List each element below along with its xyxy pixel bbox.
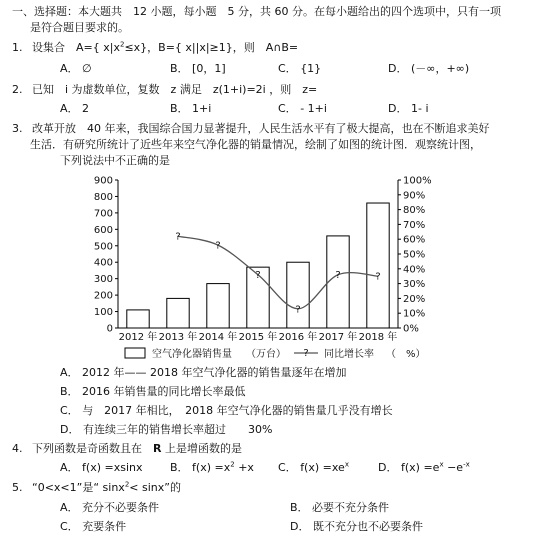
right-axis-tick-label: 0% — [403, 323, 419, 335]
question-3-stem-line1: 3. 改革开放 40 年来，我国综合国力显著提升，人民生活水平有了极大提高，也在不断追求美好 — [12, 122, 490, 135]
bar-5 — [327, 236, 349, 328]
x-tick-label: 2015 年 — [238, 332, 278, 343]
left-axis-tick-label: 200 — [93, 290, 113, 302]
bar-0 — [127, 310, 149, 328]
question-2-option-b[interactable]: B． 1+i — [170, 102, 212, 115]
x-tick-label: 2014 年 — [198, 332, 238, 343]
right-axis-tick-label: 80% — [403, 205, 426, 217]
right-axis-tick-label: 10% — [403, 308, 426, 320]
left-axis-tick-label: 600 — [93, 224, 113, 236]
question-2-option-a[interactable]: A． 2 — [60, 102, 90, 115]
right-axis-tick-label: 30% — [403, 279, 426, 291]
legend-line-unit: （ %） — [386, 349, 426, 360]
chart-growth-line — [175, 232, 380, 316]
question-5-stem: 5. “0<x<1”是“ sinx$^2$< sinx”的 — [12, 480, 181, 494]
chart-legend — [125, 347, 426, 360]
question-4-option-c[interactable]: C． $f(x) =xe^x$ — [278, 460, 349, 474]
x-tick-label: 2013 年 — [158, 332, 198, 343]
question-2-stem: 2. 已知 i 为虚数单位，复数 z 满足 z(1+i)=2i ，则 z= — [12, 83, 318, 96]
x-tick-label: 2018 年 — [358, 332, 398, 343]
question-3-option-a[interactable]: A． 2012 年—— 2018 年空气净化器的销售量逐年在增加 — [60, 366, 347, 379]
growth-point-3: ? — [295, 304, 301, 316]
question-3-stem-line2: 生活．有研究所统计了近些年来空气净化器的销量情况，绘制了如图的统计图．观察统计图， — [30, 138, 481, 151]
question-5-option-a[interactable]: A． 充分不必要条件 — [60, 501, 160, 514]
question-1-option-c[interactable]: C． {1} — [278, 62, 322, 75]
question-number: 1. — [12, 41, 23, 54]
question-1-option-d[interactable]: D． (－∞，+∞) — [388, 62, 470, 75]
bar-1 — [167, 298, 189, 328]
right-axis-tick-label: 70% — [403, 219, 426, 231]
bar-4 — [287, 262, 309, 328]
legend-line-marker: ? — [303, 348, 309, 359]
right-axis-tick-label: 100% — [403, 175, 432, 187]
legend-bar-swatch — [125, 348, 145, 358]
legend-bar-label: 空气净化器销售量 — [152, 349, 232, 360]
left-axis-tick-label: 300 — [93, 274, 113, 286]
right-axis-tick-label: 60% — [403, 234, 426, 246]
question-3-option-c[interactable]: C． 与 2017 年相比， 2018 年空气净化器的销售量几乎没有增长 — [60, 404, 393, 417]
question-5-option-b[interactable]: B． 必要不充分条件 — [290, 501, 390, 514]
question-3-option-d[interactable]: D． 有连续三年的销售增长率超过 30% — [60, 423, 273, 436]
left-axis-tick-label: 400 — [93, 257, 113, 269]
question-2-option-c[interactable]: C． - 1+i — [278, 102, 327, 115]
left-axis-tick-label: 900 — [93, 175, 113, 187]
question-4-stem: 4. 下列函数是奇函数且在 R 上是增函数的是 — [12, 442, 242, 455]
growth-point-2: ? — [255, 270, 261, 282]
left-axis-tick-label: 100 — [93, 307, 113, 319]
right-axis-tick-label: 20% — [403, 293, 426, 305]
x-tick-label: 2017 年 — [318, 332, 358, 343]
growth-point-0: ? — [175, 231, 181, 243]
left-axis-tick-label: 0 — [106, 323, 113, 335]
growth-point-4: ? — [335, 270, 341, 282]
legend-bar-unit: （万台） — [246, 349, 286, 360]
question-4-option-d[interactable]: D． $f(x) =e^x -e^{-x}$ — [378, 460, 470, 474]
section-header-line1: 一、选择题：本大题共 12 小题，每小题 5 分，共 60 分。在每小题给出的四个选项中，只有一项 — [12, 5, 501, 18]
question-4-option-b[interactable]: B． $f(x) =x^2 +x$ — [170, 460, 254, 474]
bar-2 — [207, 284, 229, 328]
left-axis-tick-label: 500 — [93, 241, 113, 253]
question-1-option-a[interactable]: A． ∅ — [60, 62, 92, 75]
left-axis-tick-label: 800 — [93, 191, 113, 203]
x-tick-label: 2016 年 — [278, 332, 318, 343]
growth-point-1: ? — [215, 240, 221, 252]
question-5-option-c[interactable]: C． 充要条件 — [60, 520, 127, 533]
right-axis-tick-label: 90% — [403, 190, 426, 202]
bar-6 — [367, 203, 389, 328]
question-1-option-b[interactable]: B． [0，1] — [170, 62, 226, 75]
question-3-option-b[interactable]: B． 2016 年销售量的同比增长率最低 — [60, 385, 246, 398]
question-2-option-d[interactable]: D． 1- i — [388, 102, 429, 115]
x-tick-label: 2012 年 — [118, 332, 158, 343]
question-5-option-d[interactable]: D． 既不充分也不必要条件 — [290, 520, 423, 533]
question-3-stem-line3: 下列说法中不正确的是 — [60, 154, 170, 167]
sales-chart — [80, 172, 460, 368]
left-axis-tick-label: 700 — [93, 208, 113, 220]
question-1-stem: 1. 设集合 A={ $x|x^2\le x$}，B={ x||x|≥1}，则 A∩B= — [12, 40, 299, 54]
right-axis-tick-label: 40% — [403, 264, 426, 276]
growth-point-5: ? — [375, 271, 381, 283]
right-axis-tick-label: 50% — [403, 249, 426, 261]
question-4-option-a[interactable]: A． f(x) =xsinx — [60, 461, 143, 474]
section-header-line2: 是符合题目要求的。 — [30, 21, 129, 34]
legend-line-label: 同比增长率 — [324, 349, 374, 360]
